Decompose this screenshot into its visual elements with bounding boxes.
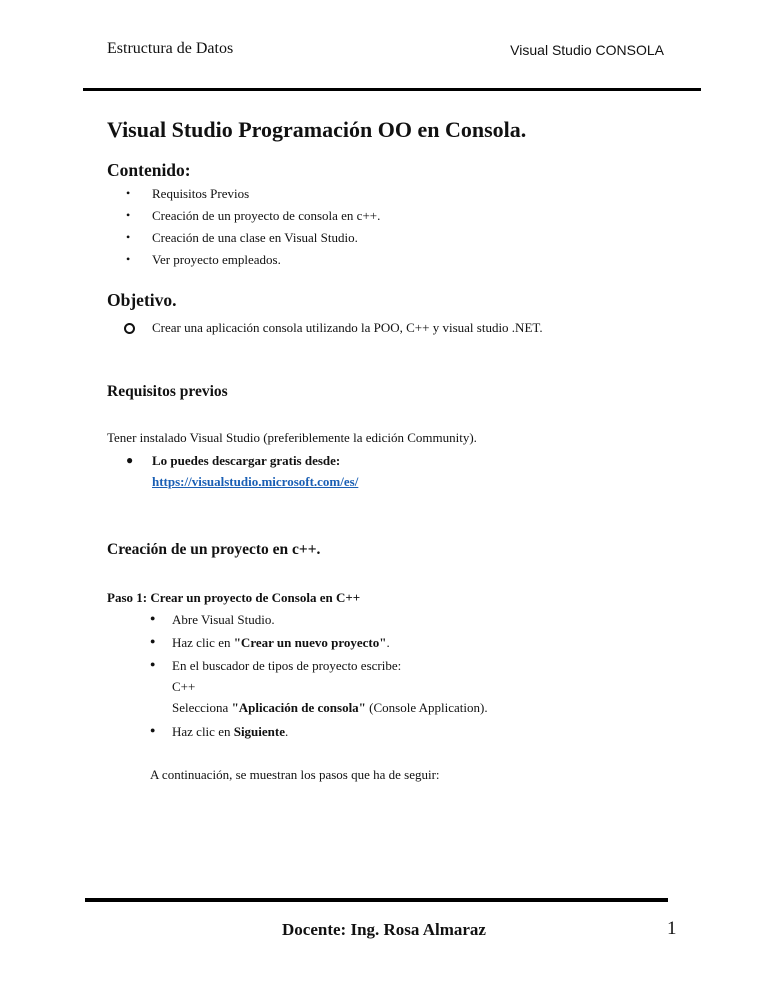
bullet-icon: ● [150, 636, 156, 646]
paso1-heading: Paso 1: Crear un proyecto de Consola en C++ [107, 590, 361, 605]
toc-item: Requisitos Previos [152, 186, 250, 201]
bullet-icon: ● [150, 613, 156, 623]
step-item [172, 635, 390, 651]
step-code: C++ [172, 679, 196, 694]
bullet-icon: • [126, 208, 131, 222]
objetivo-item: Crear una aplicación consola utilizando la POO, C++ y visual studio .NET. [152, 320, 543, 335]
bullet-icon: ● [150, 725, 156, 735]
step-text: Haz clic en [172, 724, 234, 739]
step-bold: Siguiente [233, 724, 286, 739]
step-text: . [386, 635, 390, 650]
toc-item: Creación de una clase en Visual Studio. [152, 230, 358, 245]
bullet-icon: • [126, 186, 131, 200]
toc-item: Creación de un proyecto de consola en c++. [152, 208, 381, 223]
footer-docente: Docente: Ing. Rosa Almaraz [282, 920, 486, 939]
step-item: Abre Visual Studio. [172, 612, 275, 627]
step-item [172, 724, 288, 740]
toc-item: Ver proyecto empleados. [152, 252, 281, 267]
bullet-icon: • [126, 252, 131, 266]
step-item: En el buscador de tipos de proyecto escribe: [172, 658, 402, 673]
header-rule [83, 88, 701, 91]
step-text: (Console Application). [365, 700, 488, 715]
download-label: Lo puedes descargar gratis desde: [152, 453, 341, 468]
footer-rule [85, 898, 668, 902]
download-link[interactable]: https://visualstudio.microsoft.com/es/ [152, 474, 359, 489]
contenido-heading: Contenido: [107, 160, 191, 180]
objetivo-heading: Objetivo. [107, 290, 177, 310]
requisitos-heading: Requisitos previos [107, 383, 228, 400]
header-right: Visual Studio CONSOLA [510, 42, 664, 58]
page-number: 1 [667, 918, 677, 939]
bullet-icon: • [126, 230, 131, 244]
bullet-icon: ● [150, 659, 156, 669]
requisitos-text: Tener instalado Visual Studio (preferiblemente la edición Community). [107, 430, 477, 445]
header-left: Estructura de Datos [107, 40, 234, 57]
step-text: Haz clic en [172, 635, 234, 650]
step-text: . [285, 724, 289, 739]
step-bold: "Aplicación de consola" [231, 700, 366, 715]
step-select [172, 700, 488, 716]
continuacion-text: A continuación, se muestran los pasos que ha de seguir: [150, 767, 440, 782]
bullet-icon: ● [126, 453, 134, 467]
creacion-heading: Creación de un proyecto en c++. [107, 541, 321, 558]
page-title: Visual Studio Programación OO en Consola. [107, 117, 527, 142]
step-text: Selecciona [172, 700, 232, 715]
circle-bullet-icon [124, 323, 135, 334]
step-bold: "Crear un nuevo proyecto" [233, 635, 387, 650]
